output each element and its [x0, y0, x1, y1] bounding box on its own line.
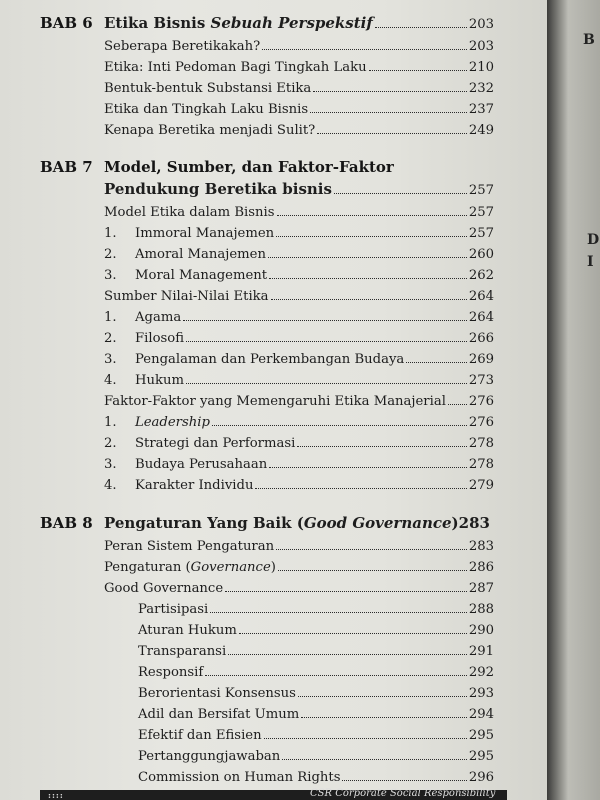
dot-leader — [317, 133, 467, 134]
page-number: 249 — [468, 123, 494, 138]
toc-entry — [104, 347, 494, 367]
entry-text-end: ) — [270, 560, 276, 575]
edge-fragment: I — [587, 254, 594, 270]
toc-entry — [104, 97, 494, 117]
dot-leader — [228, 654, 467, 655]
dot-leader — [313, 91, 467, 92]
dot-leader — [342, 780, 466, 781]
dot-leader — [369, 70, 467, 71]
entry-text: Etika dan Tingkah Laku Bisnis — [104, 102, 309, 117]
chapter-title-italic: Sebuah Perspekstif — [210, 14, 373, 32]
page-number: 290 — [468, 623, 494, 638]
entry-text: Immoral Manajemen — [135, 226, 275, 241]
dot-leader — [277, 215, 467, 216]
page-number: 276 — [468, 394, 494, 409]
toc-entry — [138, 702, 494, 722]
toc-entry — [138, 597, 494, 617]
page-number: 296 — [468, 770, 494, 785]
toc-entry — [104, 576, 494, 596]
dot-leader — [262, 49, 467, 50]
chapter-title-end: ) — [451, 514, 459, 532]
toc-entry — [104, 368, 494, 388]
dot-leader — [255, 488, 466, 489]
entry-text-italic: Governance — [190, 560, 271, 575]
page-number: 203 — [468, 39, 494, 54]
footer-ornament: :::: — [48, 790, 64, 800]
entry-text: Amoral Manajemen — [135, 247, 266, 262]
entry-text: Seberapa Beretikakah? — [104, 39, 261, 54]
entry-text: Budaya Perusahaan — [135, 457, 268, 472]
page-number: 286 — [468, 560, 494, 575]
dot-leader — [297, 446, 467, 447]
entry-number: 2. — [104, 247, 117, 262]
entry-text: Peran Sistem Pengaturan — [104, 539, 275, 554]
toc-entry — [104, 284, 494, 304]
dot-leader — [310, 112, 467, 113]
entry-text: Faktor-Faktor yang Memengaruhi Etika Manajerial — [104, 394, 446, 409]
entry-text: Pertanggungjawaban — [138, 749, 281, 764]
toc-entry — [104, 452, 494, 472]
entry-number: 2. — [104, 331, 117, 346]
toc-entry — [104, 473, 494, 493]
page-number: 294 — [468, 707, 494, 722]
entry-number: 1. — [104, 415, 117, 430]
entry-number: 3. — [104, 457, 117, 472]
page-number: 279 — [468, 478, 494, 493]
page-number: 295 — [468, 728, 494, 743]
dot-leader — [282, 759, 467, 760]
entry-text: Agama — [135, 310, 182, 325]
toc-entry — [104, 389, 494, 409]
entry-text: Model Etika dalam Bisnis — [104, 205, 275, 220]
toc-entry — [104, 34, 494, 54]
chapter-title: Etika Bisnis — [104, 14, 211, 32]
dot-leader — [186, 383, 467, 384]
page-number: 269 — [468, 352, 494, 367]
entry-text: Partisipasi — [138, 602, 209, 617]
dot-leader — [212, 425, 467, 426]
entry-text: Bentuk-bentuk Substansi Etika — [104, 81, 312, 96]
chapter-title-line2: Pendukung Beretika bisnis — [104, 180, 332, 198]
page-number: 273 — [468, 373, 494, 388]
entry-text: Efektif dan Efisien — [138, 728, 262, 743]
page-number: 203 — [468, 17, 494, 32]
entry-text: Karakter Individu — [135, 478, 254, 493]
entry-number: 4. — [104, 478, 117, 493]
entry-number: 4. — [104, 373, 117, 388]
entry-number: 3. — [104, 352, 117, 367]
entry-text: Sumber Nilai-Nilai Etika — [104, 289, 269, 304]
page-number: 257 — [468, 226, 494, 241]
toc-entry — [104, 118, 494, 138]
entry-text: Transparansi — [138, 644, 227, 659]
toc-entry — [104, 305, 494, 325]
entry-text: Kenapa Beretika menjadi Sulit? — [104, 123, 316, 138]
toc-entry — [138, 681, 494, 701]
page-number: 257 — [468, 205, 494, 220]
toc-entry — [138, 723, 494, 743]
dot-leader — [269, 467, 467, 468]
toc-entry — [104, 55, 494, 75]
entry-text: Moral Management — [135, 268, 268, 283]
page-number: 257 — [468, 183, 494, 198]
dot-leader — [186, 341, 467, 342]
page-number: 292 — [468, 665, 494, 680]
dot-leader — [334, 193, 467, 194]
page-number: 260 — [468, 247, 494, 262]
page-number: 278 — [468, 436, 494, 451]
entry-text: Good Governance — [104, 581, 224, 596]
dot-leader — [298, 696, 467, 697]
toc-entry — [104, 263, 494, 283]
dot-leader — [448, 404, 467, 405]
page-number: 293 — [468, 686, 494, 701]
toc-entry — [138, 744, 494, 764]
dot-leader — [269, 278, 467, 279]
chapter-title-italic: Good Governance — [303, 514, 452, 532]
entry-text: Responsif — [138, 665, 204, 680]
dot-leader — [239, 633, 467, 634]
chapter-title-row — [104, 178, 494, 198]
toc-entry — [104, 534, 494, 554]
page-number: 264 — [468, 289, 494, 304]
page-footer — [40, 790, 507, 800]
entry-text: Leadership — [135, 415, 210, 430]
page-number: 262 — [468, 268, 494, 283]
chapter-title: Pengaturan Yang Baik ( — [104, 514, 304, 532]
toc-entry — [138, 660, 494, 680]
chapter-label: BAB 8 — [40, 514, 93, 532]
entry-number: 2. — [104, 436, 117, 451]
entry-number: 3. — [104, 268, 117, 283]
dot-leader — [406, 362, 467, 363]
chapter-title-row — [104, 12, 494, 32]
entry-number: 1. — [104, 226, 117, 241]
dot-leader — [375, 27, 467, 28]
entry-text: Pengalaman dan Perkembangan Budaya — [135, 352, 405, 367]
page-number: 283 — [468, 539, 494, 554]
dot-leader — [301, 717, 467, 718]
chapter-title: Model, Sumber, dan Faktor-Faktor — [104, 158, 394, 176]
page-number: 266 — [468, 331, 494, 346]
dot-leader — [210, 612, 467, 613]
edge-fragment: D — [587, 232, 600, 248]
page-number: 237 — [468, 102, 494, 117]
page-number: 287 — [468, 581, 494, 596]
footer-text: CSR Corporate Social Responsibility — [310, 788, 496, 799]
edge-fragment: B — [583, 32, 595, 48]
toc-entry — [104, 326, 494, 346]
entry-number: 1. — [104, 310, 117, 325]
entry-text: Commission on Human Rights — [138, 770, 341, 785]
page-number: 295 — [468, 749, 494, 764]
page-number: 232 — [468, 81, 494, 96]
toc-entry — [104, 431, 494, 451]
page-number: 291 — [468, 644, 494, 659]
entry-text: Filosofi — [135, 331, 185, 346]
toc-entry — [104, 221, 494, 241]
dot-leader — [268, 257, 467, 258]
page-number: 288 — [468, 602, 494, 617]
toc-entry — [138, 765, 494, 785]
toc-entry — [138, 639, 494, 659]
dot-leader — [264, 738, 467, 739]
dot-leader — [276, 549, 467, 550]
toc-entry — [104, 76, 494, 96]
toc-entry — [138, 618, 494, 638]
dot-leader — [205, 675, 467, 676]
next-page-edge — [547, 0, 600, 800]
chapter-title-row — [104, 512, 494, 532]
dot-leader — [278, 570, 467, 571]
dot-leader — [225, 591, 467, 592]
chapter-label: BAB 6 — [40, 14, 93, 32]
entry-text: Strategi dan Performasi — [135, 436, 296, 451]
dot-leader — [271, 299, 467, 300]
dot-leader — [183, 320, 467, 321]
entry-text: Adil dan Bersifat Umum — [138, 707, 300, 722]
entry-text: Berorientasi Konsensus — [138, 686, 296, 701]
toc-entry — [104, 410, 494, 430]
toc-entry — [104, 242, 494, 262]
page-number: 264 — [468, 310, 494, 325]
page-number: 210 — [468, 60, 494, 75]
toc-entry — [104, 555, 494, 575]
entry-text: Aturan Hukum — [138, 623, 237, 638]
page-number: 278 — [468, 457, 494, 472]
chapter-label: BAB 7 — [40, 158, 93, 176]
page-number: 283 — [458, 514, 490, 532]
entry-text: Hukum — [135, 373, 184, 388]
toc-entry — [104, 200, 494, 220]
page-number: 276 — [468, 415, 494, 430]
dot-leader — [276, 236, 467, 237]
entry-text: Pengaturan ( — [104, 560, 191, 575]
entry-text: Etika: Inti Pedoman Bagi Tingkah Laku — [104, 60, 367, 75]
